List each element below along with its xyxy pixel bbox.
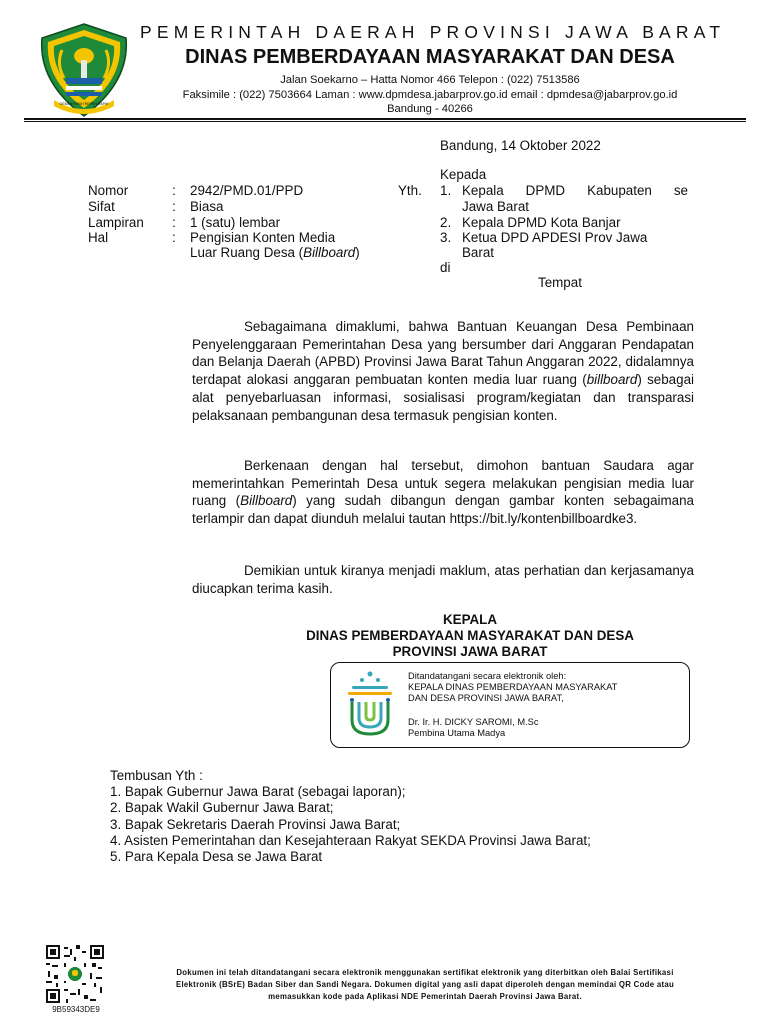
recipient-line: Ketua DPD APDESI Prov Jawa xyxy=(462,230,648,245)
tembusan-item: 5. Para Kepala Desa se Jawa Barat xyxy=(110,849,323,865)
recipient-number: 2. xyxy=(440,215,452,230)
hal-emphasis: Billboard xyxy=(303,245,356,260)
department-name: DINAS PEMBERDAYAAN MASYARAKAT DAN DESA xyxy=(185,46,675,68)
tembusan-item: 2. Bapak Wakil Gubernur Jawa Barat; xyxy=(110,800,334,816)
address-line-1: Jalan Soekarno – Hatta Nomor 466 Telepon : (022) 7513586 xyxy=(280,74,580,86)
recipient-line: Jawa Barat xyxy=(462,199,529,214)
footer-notice-line: Dokumen ini telah ditandatangani secara elektronik menggunakan sertifikat elektronik yang diterbitkan oleh Balai Sertifikasi xyxy=(176,968,674,977)
address-line-3: Bandung - 40266 xyxy=(387,103,473,115)
paragraph-text: ) sebagai alat penyebarluasan informasi, sosialisasi program/kegiatan dan transparasi pelaksanaan pembangunan desa termasuk pengisian konten. xyxy=(192,372,694,423)
colon: : xyxy=(172,199,176,214)
tembusan-item: 4. Asisten Pemerintahan dan Kesejahteraan Rakyat SEKDA Provinsi Jawa Barat; xyxy=(110,832,591,848)
recipient-kepada: Kepada xyxy=(440,167,487,182)
nomor-value: 2942/PMD.01/PPD xyxy=(190,183,304,198)
lampiran-label: Lampiran xyxy=(88,215,144,230)
recipient-tempat: Tempat xyxy=(538,275,582,290)
tembusan-item: 1. Bapak Gubernur Jawa Barat (sebagai laporan); xyxy=(110,784,406,800)
lampiran-value: 1 (satu) lembar xyxy=(190,215,281,230)
bsre-logo-icon xyxy=(342,668,398,742)
signature-title xyxy=(260,612,680,660)
hal-text: Luar Ruang Desa ( xyxy=(190,245,304,260)
hal-text: ) xyxy=(355,245,360,260)
paragraph-text: Demikian untuk kiranya menjadi maklum, atas perhatian dan kerjasamanya diucapkan terima kasih. xyxy=(192,563,694,596)
signature-box-line: Ditandatangani secara elektronik oleh: xyxy=(408,671,567,681)
recipient-line: Kepala DPMD Kabupaten se xyxy=(462,183,688,198)
colon: : xyxy=(172,183,176,198)
qr-code-label: 9B59343DE9 xyxy=(52,1005,100,1014)
recipient-line: Barat xyxy=(462,245,495,260)
body-paragraph-3 xyxy=(192,562,694,597)
sifat-label: Sifat xyxy=(88,199,115,214)
body-paragraph-1 xyxy=(192,318,694,424)
tembusan-heading: Tembusan Yth : xyxy=(110,768,203,783)
signature-box-line: DAN DESA PROVINSI JAWA BARAT, xyxy=(408,693,564,703)
hal-value: Pengisian Konten Media xyxy=(190,230,336,245)
signer-rank: Pembina Utama Madya xyxy=(408,728,506,738)
west-java-emblem-logo xyxy=(34,20,134,120)
letterhead-divider xyxy=(24,118,746,120)
signature-box-line: KEPALA DINAS PEMBERDAYAAN MASYARAKAT xyxy=(408,682,618,692)
paragraph-text: Sebagaimana dimaklumi, bahwa Bantuan Keuangan Desa Pembinaan Penyelenggaraan Pemerintahan Desa yang bersumber dari Anggaran Pendapatan dan Belanja Daerah (APBD) Provinsi Jawa Barat Tahun Anggaran 2022, didalamnya terdapat alokasi anggaran pembuatan konten media luar ruang ( xyxy=(192,319,694,388)
footer-notice-line: memasukkan kode pada Aplikasi NDE Pemerintah Daerah Provinsi Jawa Barat. xyxy=(268,992,582,1001)
recipient-di: di xyxy=(440,260,451,275)
footer-notice-line: Elektronik (BSrE) Badan Siber dan Sandi Negara. Dokumen digital yang asli dapat diperoleh dengan memindai QR Code atau xyxy=(175,980,675,989)
recipient-number: 1. xyxy=(440,183,452,198)
paragraph-text: Berkenaan dengan hal tersebut, dimohon bantuan Saudara agar memerintahkan Pemerintah Desa untuk segera melakukan pengisian media luar ruang ( xyxy=(192,458,694,509)
paragraph-text: ) yang sudah dibangun dengan gambar konten sebagaimana terlampir dan dapat diunduh melalui tautan https://bit.ly/kontenbillboardke3. xyxy=(192,493,694,527)
hal-value-line2 xyxy=(190,245,360,261)
hal-label: Hal xyxy=(88,230,109,245)
signature-title-line: PROVINSI JAWA BARAT xyxy=(392,644,548,659)
letter-date: Bandung, 14 Oktober 2022 xyxy=(440,138,601,153)
signature-title-line: DINAS PEMBERDAYAAN MASYARAKAT DAN DESA xyxy=(306,628,634,643)
paragraph-emphasis: Billboard xyxy=(240,493,293,509)
body-paragraph-2 xyxy=(192,457,694,528)
letterhead-divider-thin xyxy=(24,121,746,122)
recipient-line: Kepala DPMD Kota Banjar xyxy=(462,215,621,230)
colon: : xyxy=(172,215,176,230)
nomor-label: Nomor xyxy=(88,183,129,198)
colon: : xyxy=(172,230,176,245)
tembusan-item: 3. Bapak Sekretaris Daerah Provinsi Jawa Barat; xyxy=(110,816,401,832)
government-name: PEMERINTAH DAERAH PROVINSI JAWA BARAT xyxy=(140,22,726,42)
address-line-2: Faksimile : (022) 7503664 Laman : www.dpmdesa.jabarprov.go.id email : dpmdesa@jabarprov.go.id xyxy=(182,89,678,101)
recipient-yth: Yth. xyxy=(398,183,422,198)
verification-qr-code[interactable] xyxy=(46,945,104,1003)
paragraph-emphasis: billboard xyxy=(586,372,638,388)
sifat-value: Biasa xyxy=(190,199,224,214)
recipient-number: 3. xyxy=(440,230,452,245)
signer-name: Dr. Ir. H. DICKY SAROMI, M.Sc xyxy=(408,717,539,727)
tembusan-list xyxy=(110,768,591,865)
logo-motto: GEMAH RIPAH REPEH RAPIH xyxy=(59,102,109,106)
signature-title-line: KEPALA xyxy=(442,612,498,627)
